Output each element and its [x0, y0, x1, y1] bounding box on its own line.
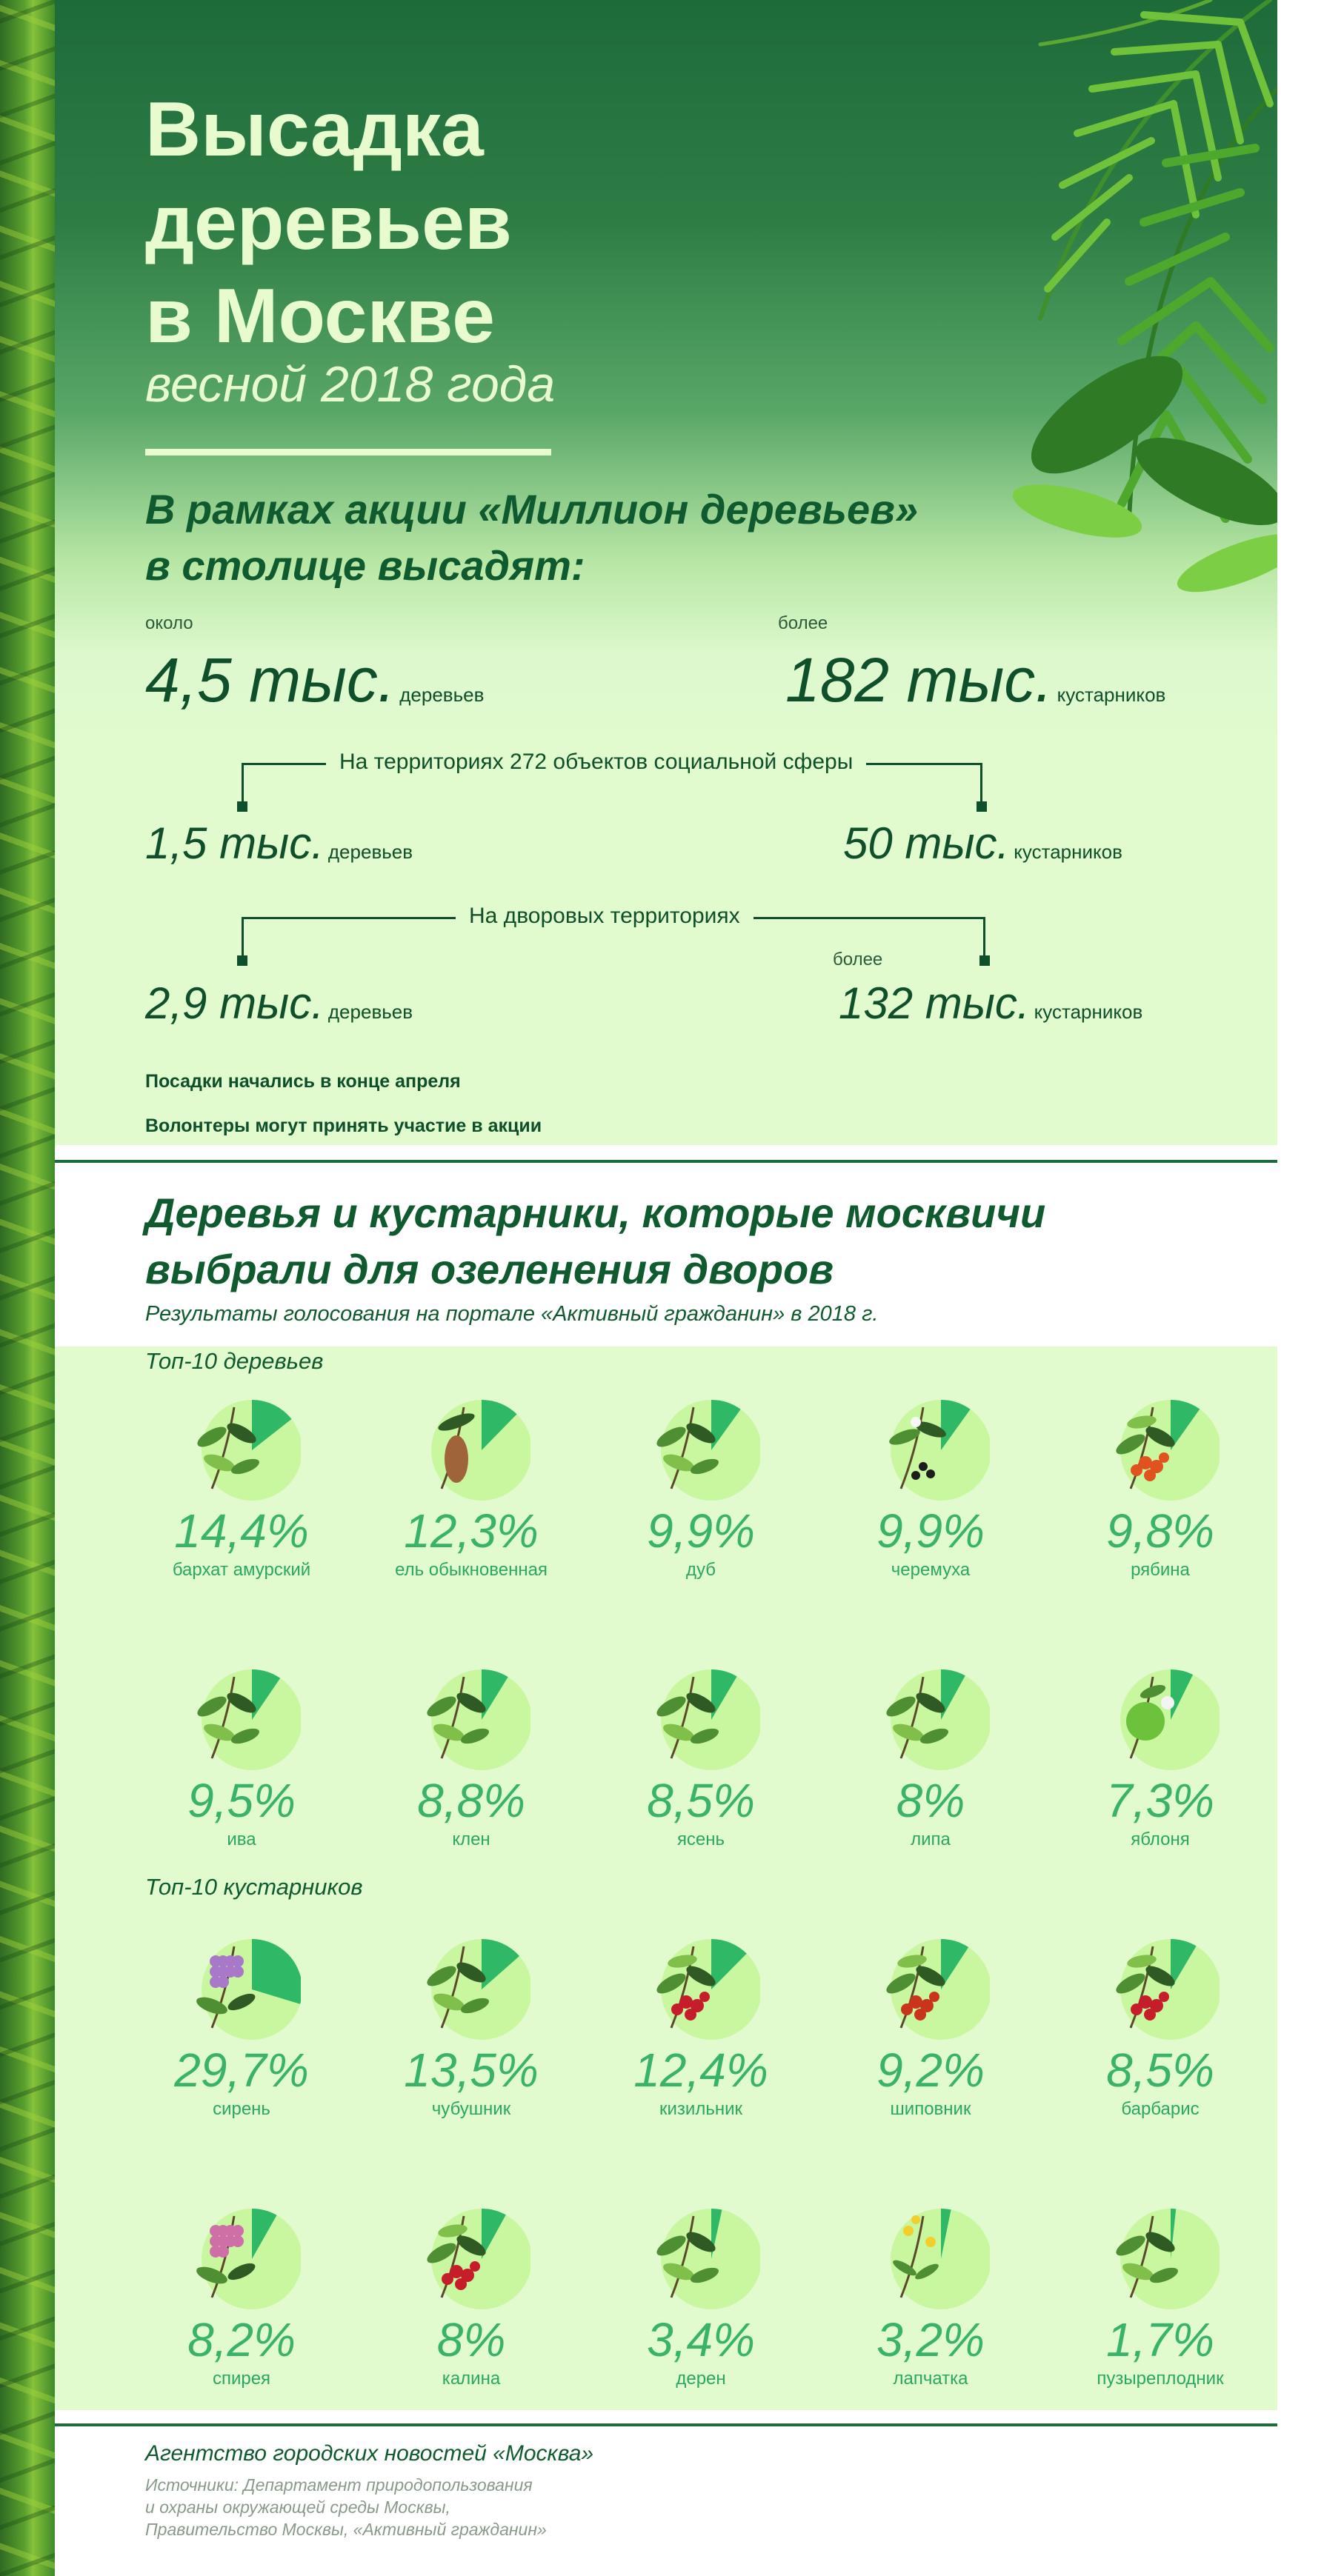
- share-pie-chart: [412, 1662, 530, 1773]
- plant-name: черемуха: [891, 1560, 971, 1580]
- pie-background: [431, 1669, 530, 1770]
- share-pie-chart: [182, 1932, 301, 2043]
- shrubs-item: [812, 1932, 1049, 2132]
- share-pie-chart: [412, 2201, 530, 2312]
- percent-value: 7,3%: [1106, 1774, 1214, 1827]
- pie-background: [891, 1939, 990, 2040]
- note-start: Посадки начались в конце апреля: [145, 1071, 461, 1092]
- pie-background: [1120, 1939, 1220, 2040]
- pie-background: [1120, 2209, 1220, 2309]
- percent-value: 3,2%: [876, 2313, 985, 2366]
- share-pie-chart: [1101, 1932, 1220, 2043]
- trees-item: [353, 1392, 590, 1592]
- plant-name: кизильник: [659, 2099, 742, 2119]
- share-pie-chart: [642, 1932, 760, 2043]
- plant-name: калина: [442, 2369, 501, 2389]
- trees-item: [582, 1392, 819, 1592]
- yards-shrubs: 132 тыс. кустарников: [839, 978, 1143, 1028]
- plant-name: клен: [452, 1829, 490, 1849]
- voting-source: Результаты голосования на портале «Активный гражданин» в 2018 г.: [145, 1302, 879, 1326]
- section-divider: [55, 1160, 1277, 1163]
- percent-value: 3,4%: [647, 2313, 755, 2366]
- social-trees: 1,5 тыс. деревьев: [145, 818, 413, 868]
- plant-name: сирень: [213, 2099, 270, 2119]
- shrubs-item: [1042, 1932, 1279, 2132]
- plant-name: шиповник: [890, 2099, 971, 2119]
- plant-name: барбарис: [1121, 2099, 1200, 2119]
- trees-item: [123, 1662, 360, 1862]
- percent-value: 8,5%: [647, 1774, 755, 1827]
- share-pie-chart: [871, 1392, 990, 1504]
- trees-top10-title: Топ-10 деревьев: [145, 1348, 324, 1374]
- plant-name: ель обыкновенная: [395, 1560, 548, 1580]
- social-bracket-left: [242, 763, 244, 804]
- decorative-leaf-strip: [0, 0, 55, 2576]
- trees-item: [1042, 1662, 1279, 1862]
- percent-value: 14,4%: [174, 1504, 309, 1558]
- percent-value: 1,7%: [1106, 2313, 1214, 2366]
- pie-background: [202, 1669, 301, 1770]
- percent-value: 29,7%: [174, 2043, 309, 2097]
- share-pie-chart: [642, 1662, 760, 1773]
- plant-name: ива: [227, 1829, 256, 1849]
- plant-name: рябина: [1131, 1560, 1190, 1580]
- campaign-heading: В рамках акции «Миллион деревьев» в столице высадят:: [145, 486, 919, 589]
- plant-name: бархат амурский: [172, 1560, 311, 1580]
- pie-background: [431, 2209, 530, 2309]
- title-divider: [145, 449, 551, 456]
- yards-trees: 2,9 тыс. деревьев: [145, 978, 413, 1028]
- plant-name: пузыреплодник: [1097, 2369, 1224, 2389]
- voting-heading: Деревья и кустарники, которые москвичи выбрали для озеленения дворов: [145, 1189, 1046, 1292]
- main-title: Высадка деревьев в Москве: [145, 87, 512, 359]
- share-pie-chart: [871, 1932, 990, 2043]
- pie-background: [1120, 1400, 1220, 1501]
- plant-name: спирея: [212, 2369, 271, 2389]
- trees-item: [123, 1392, 360, 1592]
- plant-name: ясень: [676, 1829, 725, 1849]
- trees-qualifier: около: [145, 613, 193, 633]
- shrubs-item: [812, 2201, 1049, 2401]
- shrubs-item: [353, 2201, 590, 2401]
- share-pie-chart: [642, 1392, 760, 1504]
- pie-background: [661, 1669, 760, 1770]
- note-volunteers: Волонтеры могут принять участие в акции: [145, 1115, 542, 1136]
- share-pie-chart: [871, 2201, 990, 2312]
- share-pie-chart: [871, 1662, 990, 1773]
- yards-bracket-left: [242, 917, 244, 958]
- footer-divider: [55, 2423, 1277, 2426]
- sources-block: Источники: Департамент природопользования и охраны окружающей среды Москвы, Правительство Москвы, «Активный гражданин»: [145, 2475, 547, 2539]
- percent-value: 9,8%: [1106, 1504, 1214, 1558]
- pie-background: [661, 1400, 760, 1501]
- pie-background: [202, 2209, 301, 2309]
- agency-credit: Агентство городских новостей «Москва»: [145, 2441, 594, 2466]
- share-pie-chart: [182, 1662, 301, 1773]
- plant-name: дуб: [685, 1560, 716, 1580]
- yards-bracket-right: [983, 917, 985, 958]
- shrubs-item: [123, 2201, 360, 2401]
- pie-background: [891, 1669, 990, 1770]
- percent-value: 9,9%: [647, 1504, 755, 1558]
- percent-value: 13,5%: [404, 2043, 539, 2097]
- shrubs-qualifier: более: [778, 613, 828, 633]
- trees-item: [812, 1392, 1049, 1592]
- shrubs-item: [353, 1932, 590, 2132]
- share-pie-chart: [412, 1932, 530, 2043]
- share-pie-chart: [1101, 2201, 1220, 2312]
- social-label: На территориях 272 объектов социальной сферы: [326, 750, 866, 775]
- plant-name: чубушник: [431, 2099, 511, 2119]
- share-pie-chart: [182, 1392, 301, 1504]
- trees-item: [812, 1662, 1049, 1862]
- shrubs-item: [1042, 2201, 1279, 2401]
- bracket-dot: [977, 801, 987, 812]
- trees-item: [1042, 1392, 1279, 1592]
- share-pie-chart: [1101, 1392, 1220, 1504]
- trees-total: 4,5 тыс. деревьев: [145, 645, 485, 715]
- percent-value: 8%: [896, 1774, 965, 1827]
- yards-shrubs-qualifier: более: [833, 950, 883, 970]
- percent-value: 8%: [436, 2313, 506, 2366]
- pie-background: [891, 1400, 990, 1501]
- percent-value: 8,5%: [1106, 2043, 1214, 2097]
- subtitle: весной 2018 года: [145, 356, 556, 413]
- plant-name: липа: [911, 1829, 951, 1849]
- percent-value: 9,2%: [876, 2043, 985, 2097]
- percent-value: 12,4%: [633, 2043, 768, 2097]
- bracket-dot: [237, 955, 247, 966]
- share-pie-chart: [412, 1392, 530, 1504]
- shrubs-top10-title: Топ-10 кустарников: [145, 1874, 363, 1900]
- shrubs-item: [582, 2201, 819, 2401]
- social-bracket-right: [980, 763, 982, 804]
- share-pie-chart: [182, 2201, 301, 2312]
- plant-name: лапчатка: [893, 2369, 968, 2389]
- trees-item: [353, 1662, 590, 1862]
- shrubs-total: 182 тыс. кустарников: [785, 645, 1166, 715]
- bracket-dot: [237, 801, 247, 812]
- yards-label: На дворовых территориях: [456, 904, 753, 929]
- shrubs-item: [582, 1932, 819, 2132]
- percent-value: 8,2%: [187, 2313, 296, 2366]
- pie-background: [891, 2209, 990, 2309]
- trees-item: [582, 1662, 819, 1862]
- shrubs-item: [123, 1932, 360, 2132]
- percent-value: 9,5%: [187, 1774, 296, 1827]
- plant-name: дерен: [676, 2369, 726, 2389]
- percent-value: 9,9%: [876, 1504, 985, 1558]
- social-shrubs: 50 тыс. кустарников: [843, 818, 1122, 868]
- percent-value: 8,8%: [417, 1774, 525, 1827]
- percent-value: 12,3%: [404, 1504, 539, 1558]
- bracket-dot: [979, 955, 990, 966]
- plant-name: яблоня: [1131, 1829, 1190, 1849]
- share-pie-chart: [1101, 1662, 1220, 1773]
- pie-background: [661, 2209, 760, 2309]
- share-pie-chart: [642, 2201, 760, 2312]
